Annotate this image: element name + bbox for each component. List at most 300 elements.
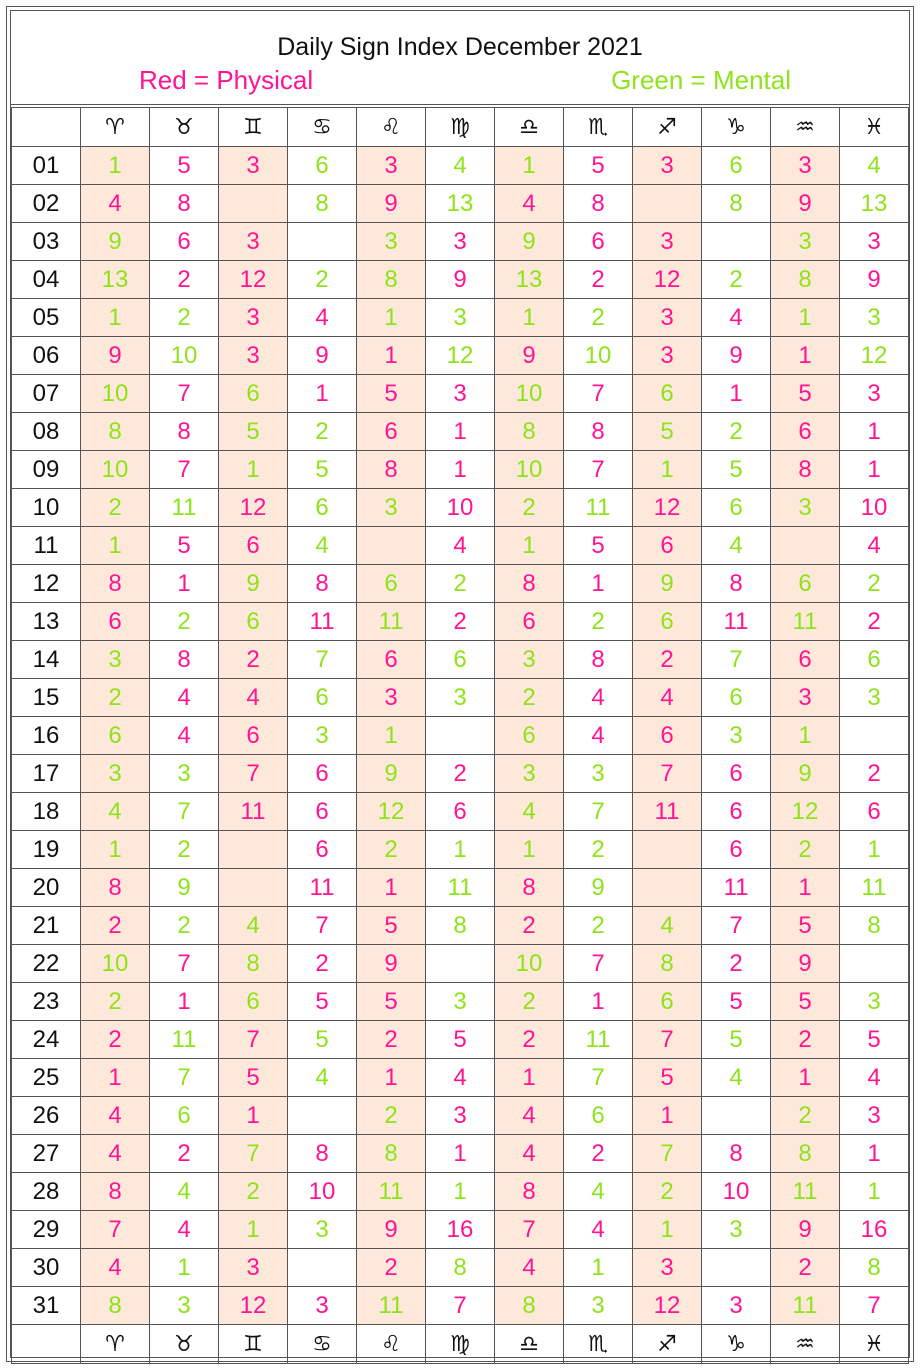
index-cell-libra: 9 <box>495 223 564 261</box>
index-cell-scorpio: 7 <box>564 375 633 413</box>
index-cell-capricorn: 1 <box>702 375 771 413</box>
table-row <box>12 565 909 603</box>
index-cell-pisces <box>840 945 909 983</box>
index-cell-scorpio: 5 <box>564 527 633 565</box>
index-cell-taurus: 10 <box>150 337 219 375</box>
index-cell-leo: 8 <box>357 1135 426 1173</box>
day-number: 28 <box>12 1173 81 1211</box>
table-row <box>12 755 909 793</box>
index-cell-cancer: 5 <box>288 983 357 1021</box>
gemini-icon: ♊︎ <box>219 1325 288 1364</box>
index-cell-cancer: 6 <box>288 831 357 869</box>
index-cell-scorpio: 2 <box>564 1135 633 1173</box>
index-cell-capricorn: 3 <box>702 1211 771 1249</box>
index-cell-leo: 11 <box>357 1287 426 1325</box>
index-cell-taurus: 2 <box>150 299 219 337</box>
index-cell-libra: 2 <box>495 983 564 1021</box>
index-cell-capricorn: 5 <box>702 451 771 489</box>
index-cell-taurus: 8 <box>150 185 219 223</box>
index-cell-pisces: 1 <box>840 451 909 489</box>
index-cell-pisces: 8 <box>840 907 909 945</box>
index-cell-gemini: 12 <box>219 261 288 299</box>
leo-icon: ♌︎ <box>357 108 426 147</box>
index-cell-capricorn: 6 <box>702 793 771 831</box>
table-row <box>12 1173 909 1211</box>
index-cell-cancer: 3 <box>288 1287 357 1325</box>
index-cell-scorpio: 8 <box>564 413 633 451</box>
index-cell-aries: 8 <box>81 1173 150 1211</box>
index-cell-leo: 12 <box>357 793 426 831</box>
index-cell-scorpio: 1 <box>564 1249 633 1287</box>
sagittarius-icon: ♐︎ <box>633 1325 702 1364</box>
index-cell-taurus: 7 <box>150 793 219 831</box>
index-cell-sagittarius: 3 <box>633 299 702 337</box>
index-cell-virgo: 10 <box>426 489 495 527</box>
index-cell-virgo: 3 <box>426 223 495 261</box>
day-number: 01 <box>12 147 81 185</box>
index-cell-sagittarius: 5 <box>633 413 702 451</box>
index-cell-gemini: 5 <box>219 413 288 451</box>
index-cell-virgo: 1 <box>426 451 495 489</box>
index-cell-pisces: 2 <box>840 603 909 641</box>
index-cell-pisces: 9 <box>840 261 909 299</box>
index-cell-sagittarius: 8 <box>633 945 702 983</box>
day-number: 18 <box>12 793 81 831</box>
index-cell-virgo: 2 <box>426 755 495 793</box>
index-cell-pisces: 12 <box>840 337 909 375</box>
index-cell-aries: 13 <box>81 261 150 299</box>
index-cell-pisces: 10 <box>840 489 909 527</box>
index-cell-pisces: 6 <box>840 793 909 831</box>
index-cell-aries: 9 <box>81 223 150 261</box>
index-cell-scorpio: 8 <box>564 641 633 679</box>
index-cell-taurus: 2 <box>150 907 219 945</box>
table-row <box>12 717 909 755</box>
index-cell-libra: 2 <box>495 679 564 717</box>
index-cell-virgo: 3 <box>426 983 495 1021</box>
index-cell-gemini: 6 <box>219 603 288 641</box>
index-cell-gemini: 11 <box>219 793 288 831</box>
scorpio-icon: ♏︎ <box>564 1325 633 1364</box>
index-cell-capricorn: 8 <box>702 565 771 603</box>
index-cell-aquarius: 3 <box>771 147 840 185</box>
index-cell-cancer: 2 <box>288 413 357 451</box>
day-number: 06 <box>12 337 81 375</box>
index-cell-taurus: 7 <box>150 451 219 489</box>
index-cell-taurus: 8 <box>150 413 219 451</box>
index-cell-aquarius: 12 <box>771 793 840 831</box>
index-cell-gemini <box>219 831 288 869</box>
table-row <box>12 793 909 831</box>
index-cell-scorpio: 7 <box>564 793 633 831</box>
index-cell-cancer <box>288 223 357 261</box>
index-cell-libra: 4 <box>495 1135 564 1173</box>
index-cell-scorpio: 1 <box>564 983 633 1021</box>
day-number: 23 <box>12 983 81 1021</box>
index-cell-sagittarius: 4 <box>633 907 702 945</box>
index-cell-cancer: 1 <box>288 375 357 413</box>
table-row <box>12 1287 909 1325</box>
day-number: 05 <box>12 299 81 337</box>
table-row <box>12 147 909 185</box>
index-cell-libra: 9 <box>495 337 564 375</box>
index-cell-aries: 4 <box>81 185 150 223</box>
table-row <box>12 489 909 527</box>
table-row <box>12 679 909 717</box>
index-cell-cancer: 4 <box>288 1059 357 1097</box>
index-cell-cancer: 10 <box>288 1173 357 1211</box>
index-cell-virgo: 4 <box>426 147 495 185</box>
index-cell-gemini: 7 <box>219 1135 288 1173</box>
index-cell-gemini: 4 <box>219 679 288 717</box>
index-cell-pisces: 2 <box>840 565 909 603</box>
index-cell-libra: 2 <box>495 907 564 945</box>
index-cell-libra: 8 <box>495 1173 564 1211</box>
index-cell-aquarius: 1 <box>771 869 840 907</box>
index-cell-libra: 6 <box>495 603 564 641</box>
index-cell-libra: 7 <box>495 1211 564 1249</box>
index-cell-cancer: 6 <box>288 489 357 527</box>
index-cell-aries: 2 <box>81 983 150 1021</box>
index-cell-pisces: 8 <box>840 1249 909 1287</box>
index-cell-taurus: 5 <box>150 527 219 565</box>
index-cell-capricorn: 11 <box>702 603 771 641</box>
index-cell-libra: 4 <box>495 1249 564 1287</box>
table-row <box>12 223 909 261</box>
index-cell-aquarius: 1 <box>771 337 840 375</box>
index-cell-leo: 11 <box>357 1173 426 1211</box>
index-cell-aquarius: 11 <box>771 1287 840 1325</box>
index-cell-gemini: 2 <box>219 641 288 679</box>
index-cell-pisces: 3 <box>840 1097 909 1135</box>
index-cell-libra: 1 <box>495 299 564 337</box>
index-cell-virgo: 1 <box>426 831 495 869</box>
day-number: 31 <box>12 1287 81 1325</box>
footer-corner-cell <box>12 1325 81 1364</box>
index-cell-aquarius: 11 <box>771 603 840 641</box>
index-cell-virgo: 3 <box>426 1097 495 1135</box>
table-row <box>12 299 909 337</box>
index-cell-libra: 8 <box>495 1287 564 1325</box>
index-cell-capricorn: 9 <box>702 337 771 375</box>
index-cell-aries: 8 <box>81 565 150 603</box>
day-number: 27 <box>12 1135 81 1173</box>
index-cell-capricorn: 2 <box>702 945 771 983</box>
index-cell-virgo: 4 <box>426 1059 495 1097</box>
table-row <box>12 945 909 983</box>
index-cell-taurus: 6 <box>150 1097 219 1135</box>
index-cell-cancer: 8 <box>288 185 357 223</box>
table-row <box>12 907 909 945</box>
index-cell-sagittarius: 5 <box>633 1059 702 1097</box>
index-cell-aquarius: 8 <box>771 451 840 489</box>
day-number: 02 <box>12 185 81 223</box>
index-cell-libra: 4 <box>495 793 564 831</box>
index-cell-virgo: 11 <box>426 869 495 907</box>
pisces-icon: ♓︎ <box>840 1325 909 1364</box>
index-cell-scorpio: 4 <box>564 1211 633 1249</box>
index-cell-cancer: 2 <box>288 261 357 299</box>
sign-index-table <box>11 107 909 1364</box>
index-cell-taurus: 1 <box>150 565 219 603</box>
index-cell-libra: 8 <box>495 565 564 603</box>
index-cell-capricorn: 2 <box>702 261 771 299</box>
index-cell-aquarius: 1 <box>771 717 840 755</box>
index-cell-leo: 3 <box>357 223 426 261</box>
index-cell-leo: 6 <box>357 413 426 451</box>
index-cell-capricorn <box>702 223 771 261</box>
day-number: 22 <box>12 945 81 983</box>
index-cell-gemini: 3 <box>219 1249 288 1287</box>
legend-mental: Green = Mental <box>611 65 791 95</box>
index-cell-gemini: 3 <box>219 147 288 185</box>
table-row <box>12 451 909 489</box>
day-number: 30 <box>12 1249 81 1287</box>
index-cell-libra: 2 <box>495 489 564 527</box>
index-cell-cancer: 7 <box>288 641 357 679</box>
index-cell-cancer: 4 <box>288 299 357 337</box>
index-cell-aquarius: 2 <box>771 1097 840 1135</box>
legend-physical: Red = Physical <box>139 65 314 95</box>
index-cell-pisces: 13 <box>840 185 909 223</box>
index-cell-aquarius: 6 <box>771 413 840 451</box>
index-cell-scorpio: 7 <box>564 1059 633 1097</box>
day-number: 11 <box>12 527 81 565</box>
index-cell-libra: 1 <box>495 831 564 869</box>
index-cell-taurus: 4 <box>150 679 219 717</box>
index-cell-leo: 1 <box>357 869 426 907</box>
index-cell-leo: 9 <box>357 1211 426 1249</box>
table-row <box>12 1059 909 1097</box>
index-cell-sagittarius: 9 <box>633 565 702 603</box>
index-cell-leo: 6 <box>357 641 426 679</box>
index-cell-cancer: 2 <box>288 945 357 983</box>
index-cell-cancer: 6 <box>288 755 357 793</box>
index-cell-virgo <box>426 945 495 983</box>
index-cell-aries: 6 <box>81 603 150 641</box>
index-cell-aquarius: 3 <box>771 679 840 717</box>
index-cell-aries: 1 <box>81 1059 150 1097</box>
gemini-icon: ♊︎ <box>219 108 288 147</box>
taurus-icon: ♉︎ <box>150 1325 219 1364</box>
index-cell-virgo: 4 <box>426 527 495 565</box>
index-cell-gemini: 2 <box>219 1173 288 1211</box>
libra-icon: ♎︎ <box>495 108 564 147</box>
index-cell-pisces: 11 <box>840 869 909 907</box>
index-cell-virgo: 12 <box>426 337 495 375</box>
index-cell-taurus: 9 <box>150 869 219 907</box>
index-cell-gemini: 7 <box>219 755 288 793</box>
index-cell-gemini: 6 <box>219 375 288 413</box>
index-cell-sagittarius: 1 <box>633 1211 702 1249</box>
index-cell-taurus: 11 <box>150 489 219 527</box>
index-cell-aries: 1 <box>81 299 150 337</box>
index-cell-cancer: 5 <box>288 451 357 489</box>
index-cell-aries: 10 <box>81 451 150 489</box>
index-cell-libra: 10 <box>495 945 564 983</box>
index-cell-sagittarius: 1 <box>633 1097 702 1135</box>
index-cell-cancer: 3 <box>288 717 357 755</box>
index-cell-libra: 13 <box>495 261 564 299</box>
index-cell-leo: 3 <box>357 489 426 527</box>
index-cell-aquarius: 5 <box>771 907 840 945</box>
index-cell-virgo: 13 <box>426 185 495 223</box>
index-cell-sagittarius: 6 <box>633 527 702 565</box>
index-cell-taurus: 2 <box>150 1135 219 1173</box>
table-row <box>12 375 909 413</box>
index-cell-gemini: 6 <box>219 717 288 755</box>
index-cell-cancer: 11 <box>288 603 357 641</box>
index-cell-pisces: 4 <box>840 527 909 565</box>
index-cell-cancer: 3 <box>288 1211 357 1249</box>
index-cell-taurus: 2 <box>150 261 219 299</box>
index-cell-leo: 1 <box>357 717 426 755</box>
index-cell-aquarius: 9 <box>771 1211 840 1249</box>
index-cell-scorpio: 4 <box>564 1173 633 1211</box>
index-cell-scorpio: 9 <box>564 869 633 907</box>
day-number: 07 <box>12 375 81 413</box>
page-inner-frame <box>10 10 910 1358</box>
index-cell-aries: 4 <box>81 1249 150 1287</box>
index-cell-pisces: 1 <box>840 413 909 451</box>
table-row <box>12 337 909 375</box>
index-cell-libra: 1 <box>495 527 564 565</box>
index-cell-sagittarius: 2 <box>633 1173 702 1211</box>
day-number: 09 <box>12 451 81 489</box>
header <box>11 11 909 105</box>
index-cell-sagittarius: 7 <box>633 1135 702 1173</box>
capricorn-icon: ♑︎ <box>702 108 771 147</box>
index-cell-scorpio: 2 <box>564 261 633 299</box>
index-cell-libra: 4 <box>495 1097 564 1135</box>
index-cell-aquarius: 1 <box>771 299 840 337</box>
index-cell-sagittarius: 6 <box>633 603 702 641</box>
table-row <box>12 1097 909 1135</box>
header-sign-row <box>12 108 909 147</box>
libra-icon: ♎︎ <box>495 1325 564 1364</box>
day-number: 14 <box>12 641 81 679</box>
index-cell-virgo: 3 <box>426 375 495 413</box>
day-number: 03 <box>12 223 81 261</box>
index-cell-virgo: 1 <box>426 1135 495 1173</box>
index-cell-leo: 9 <box>357 185 426 223</box>
index-cell-taurus: 4 <box>150 1211 219 1249</box>
index-cell-pisces: 7 <box>840 1287 909 1325</box>
index-cell-gemini: 3 <box>219 299 288 337</box>
index-cell-virgo <box>426 717 495 755</box>
index-cell-cancer: 5 <box>288 1021 357 1059</box>
index-cell-pisces: 1 <box>840 1135 909 1173</box>
index-cell-pisces: 4 <box>840 147 909 185</box>
index-cell-leo: 8 <box>357 451 426 489</box>
index-cell-leo: 8 <box>357 261 426 299</box>
index-cell-aquarius: 2 <box>771 1249 840 1287</box>
index-cell-scorpio: 2 <box>564 831 633 869</box>
index-cell-sagittarius <box>633 185 702 223</box>
table-row <box>12 831 909 869</box>
index-cell-gemini: 1 <box>219 1211 288 1249</box>
index-cell-cancer <box>288 1097 357 1135</box>
index-cell-scorpio: 4 <box>564 717 633 755</box>
index-cell-virgo: 2 <box>426 603 495 641</box>
index-cell-aries: 1 <box>81 147 150 185</box>
index-cell-capricorn <box>702 1097 771 1135</box>
index-cell-sagittarius: 1 <box>633 451 702 489</box>
index-cell-cancer <box>288 1249 357 1287</box>
index-cell-leo: 3 <box>357 679 426 717</box>
index-cell-taurus: 7 <box>150 945 219 983</box>
index-cell-sagittarius: 6 <box>633 717 702 755</box>
index-cell-gemini: 1 <box>219 451 288 489</box>
day-number: 19 <box>12 831 81 869</box>
index-cell-libra: 3 <box>495 755 564 793</box>
index-cell-gemini: 3 <box>219 337 288 375</box>
day-number: 20 <box>12 869 81 907</box>
index-cell-aquarius: 8 <box>771 1135 840 1173</box>
day-number: 25 <box>12 1059 81 1097</box>
index-cell-taurus: 1 <box>150 983 219 1021</box>
index-cell-gemini: 3 <box>219 223 288 261</box>
index-cell-pisces: 16 <box>840 1211 909 1249</box>
index-cell-gemini: 9 <box>219 565 288 603</box>
index-cell-scorpio: 5 <box>564 147 633 185</box>
index-cell-aries: 2 <box>81 1021 150 1059</box>
index-cell-cancer: 8 <box>288 1135 357 1173</box>
table-row <box>12 261 909 299</box>
index-cell-scorpio: 7 <box>564 945 633 983</box>
index-cell-leo: 9 <box>357 755 426 793</box>
index-cell-capricorn: 2 <box>702 413 771 451</box>
index-cell-cancer: 6 <box>288 793 357 831</box>
index-cell-scorpio: 1 <box>564 565 633 603</box>
index-cell-aries: 1 <box>81 831 150 869</box>
index-cell-virgo: 1 <box>426 413 495 451</box>
index-cell-scorpio: 2 <box>564 299 633 337</box>
index-cell-virgo: 3 <box>426 679 495 717</box>
scorpio-icon: ♏︎ <box>564 108 633 147</box>
index-cell-capricorn: 6 <box>702 831 771 869</box>
index-cell-aries: 8 <box>81 869 150 907</box>
index-cell-aries: 9 <box>81 337 150 375</box>
header-corner-cell <box>12 108 81 147</box>
index-cell-gemini: 12 <box>219 1287 288 1325</box>
index-cell-aquarius: 5 <box>771 983 840 1021</box>
table-row <box>12 1135 909 1173</box>
index-cell-leo: 11 <box>357 603 426 641</box>
index-cell-libra: 1 <box>495 1059 564 1097</box>
index-cell-aries: 2 <box>81 679 150 717</box>
index-cell-virgo: 6 <box>426 641 495 679</box>
index-cell-libra: 8 <box>495 413 564 451</box>
index-cell-leo: 1 <box>357 337 426 375</box>
index-cell-gemini <box>219 185 288 223</box>
index-cell-aquarius: 6 <box>771 565 840 603</box>
index-cell-leo: 5 <box>357 907 426 945</box>
index-cell-libra: 1 <box>495 147 564 185</box>
index-cell-cancer: 8 <box>288 565 357 603</box>
day-number: 29 <box>12 1211 81 1249</box>
day-number: 16 <box>12 717 81 755</box>
index-cell-pisces: 6 <box>840 641 909 679</box>
index-cell-gemini: 12 <box>219 489 288 527</box>
index-cell-aries: 1 <box>81 527 150 565</box>
index-cell-sagittarius: 4 <box>633 679 702 717</box>
index-cell-aquarius: 8 <box>771 261 840 299</box>
index-cell-sagittarius: 12 <box>633 489 702 527</box>
index-cell-leo: 1 <box>357 299 426 337</box>
index-cell-gemini: 7 <box>219 1021 288 1059</box>
table-row <box>12 983 909 1021</box>
